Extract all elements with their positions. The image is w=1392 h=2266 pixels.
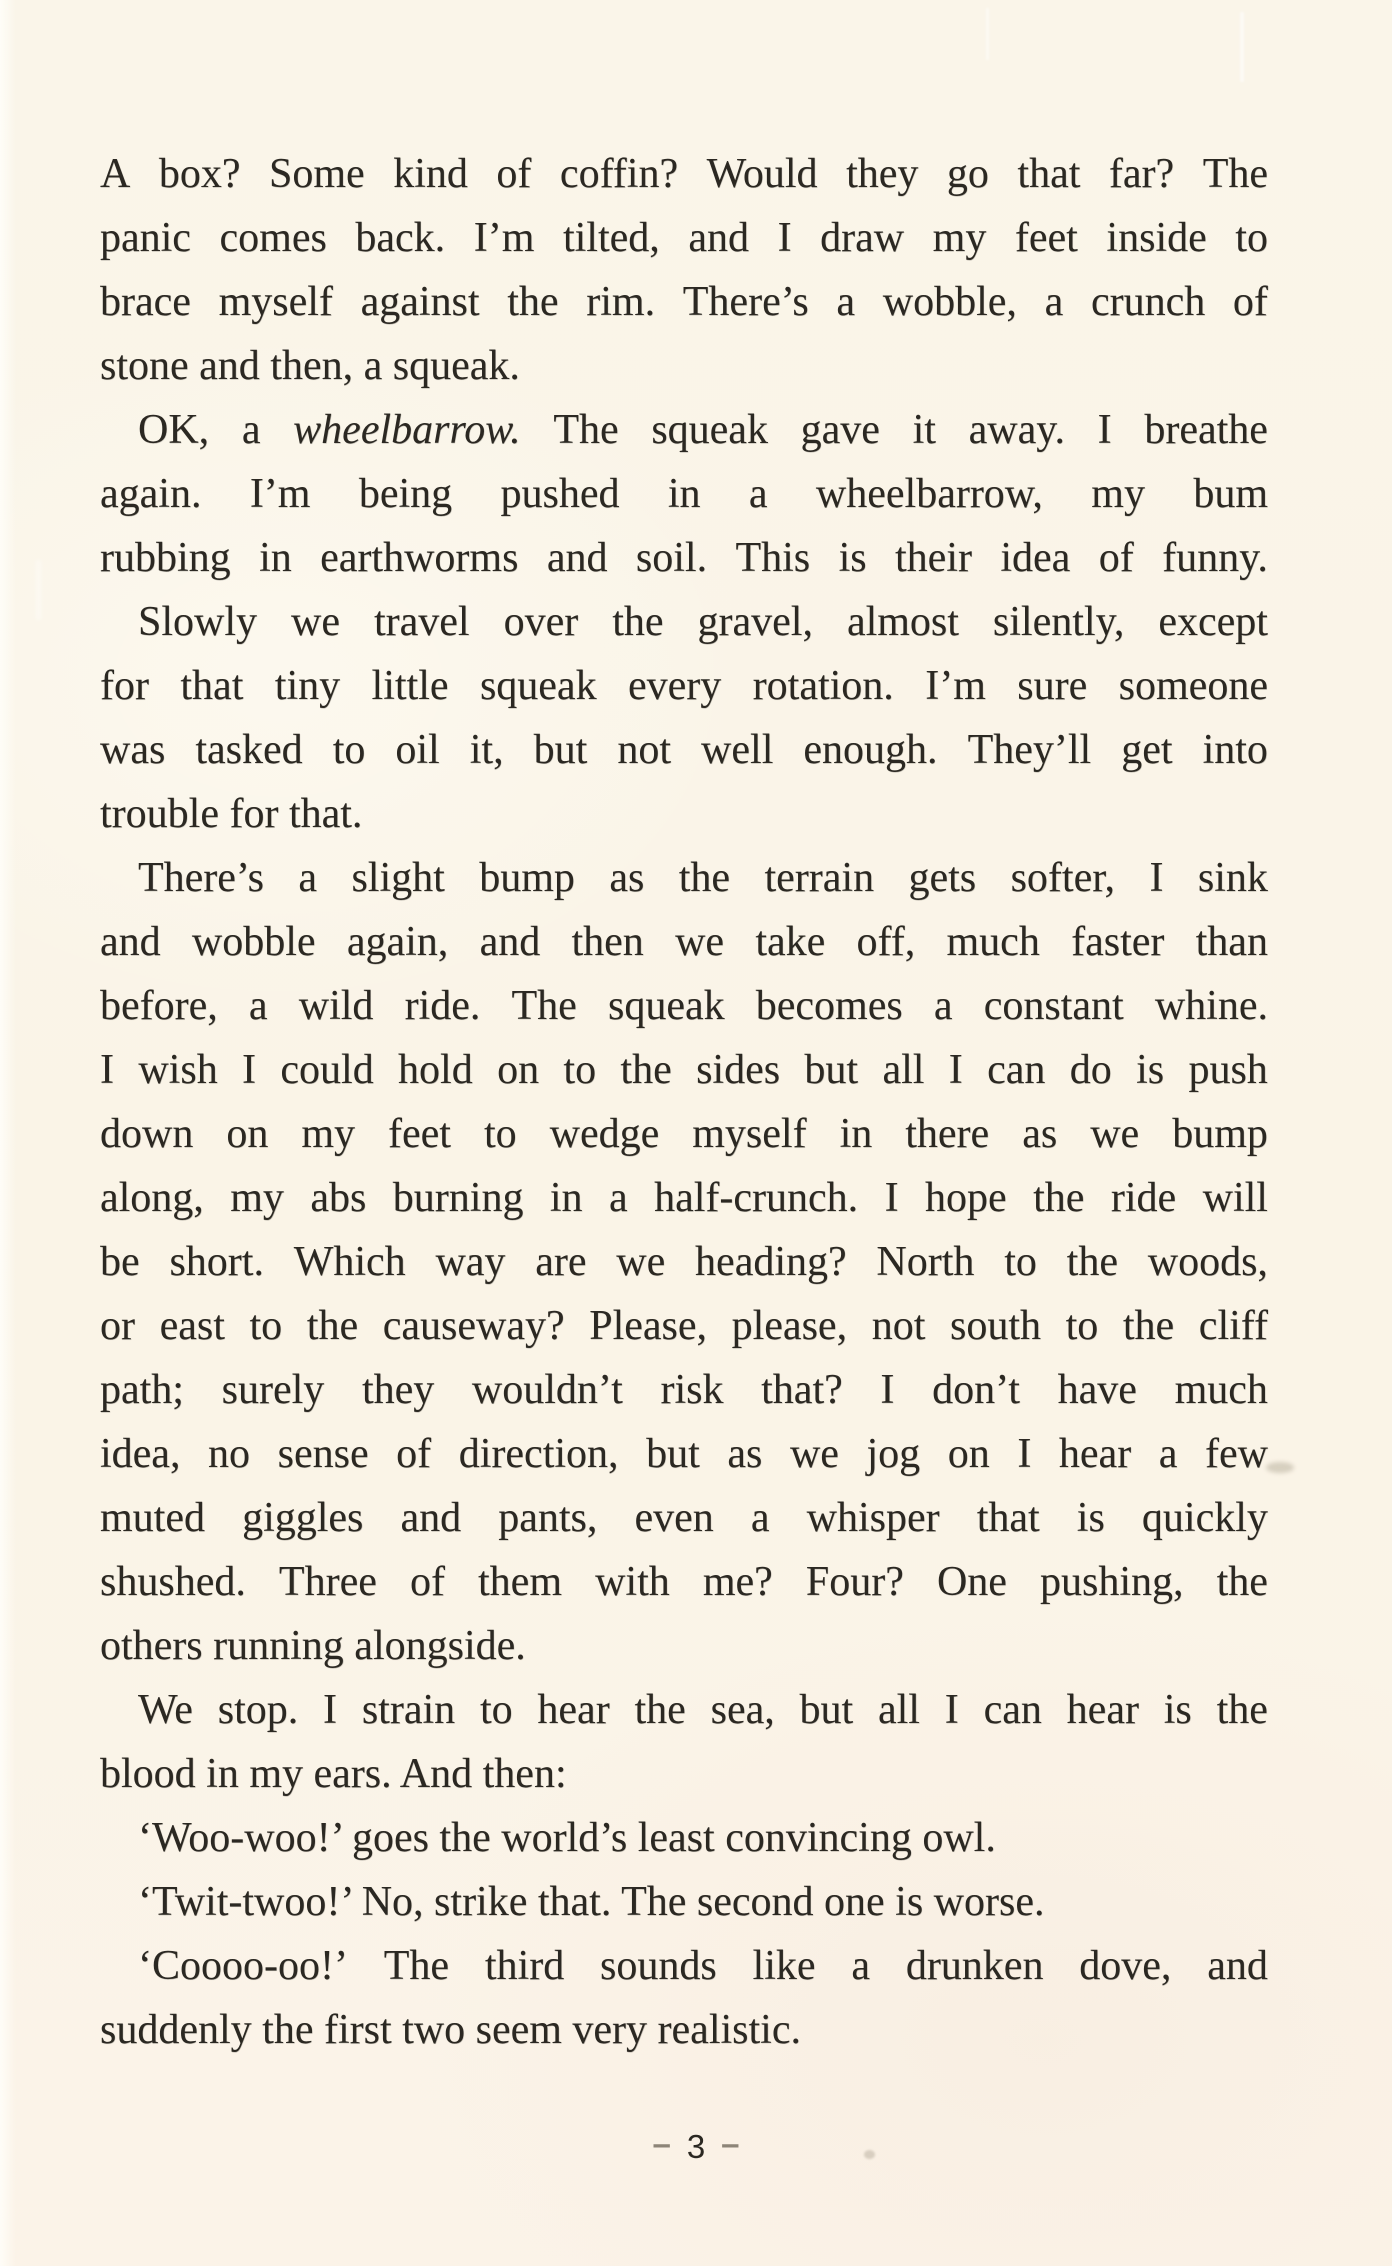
word: Would	[706, 151, 818, 197]
word: my	[230, 1175, 284, 1221]
word: soil.	[635, 535, 708, 581]
word: the	[306, 1303, 359, 1349]
word: breathe	[1144, 407, 1268, 453]
word: stop.	[217, 1687, 299, 1733]
word: on	[497, 1047, 540, 1093]
word: enough.	[803, 727, 938, 773]
word: oil	[395, 727, 440, 773]
word: the	[1216, 1687, 1268, 1733]
word: surely	[221, 1367, 325, 1413]
word: I’m	[925, 663, 986, 709]
word: can	[987, 1047, 1046, 1093]
word: a	[1044, 279, 1064, 325]
word: get	[1121, 727, 1173, 773]
word: wouldn’t	[471, 1367, 623, 1413]
word: have	[1057, 1367, 1137, 1413]
word: before,	[100, 983, 218, 1029]
word: down	[100, 1111, 194, 1157]
word: gave	[800, 407, 880, 453]
text-line	[100, 1486, 1268, 1550]
word: then	[571, 919, 644, 965]
word: risk	[660, 1367, 724, 1413]
word: I	[948, 1047, 963, 1093]
word: I	[323, 1687, 338, 1733]
word: the	[1122, 1303, 1175, 1349]
word: on	[947, 1431, 990, 1477]
word: the	[612, 599, 664, 645]
word: to	[1004, 1239, 1037, 1285]
word: earthworms	[320, 535, 519, 581]
text-line	[100, 1230, 1268, 1294]
word: tilted,	[562, 215, 660, 261]
word: as	[609, 855, 645, 901]
text-line	[100, 1358, 1268, 1422]
word: bump	[1172, 1111, 1268, 1157]
word: Slowly	[138, 599, 258, 645]
word: way	[435, 1239, 506, 1285]
scan-streak-artifact	[986, 8, 989, 60]
text-line	[100, 398, 1268, 462]
word: a	[609, 1175, 628, 1221]
word: a	[933, 983, 953, 1029]
word: in	[549, 1175, 583, 1221]
word: One	[936, 1559, 1007, 1605]
word: are	[535, 1239, 587, 1285]
word: kind	[393, 151, 468, 197]
word: jog	[866, 1431, 921, 1477]
word: ride.	[404, 983, 481, 1029]
word: shushed.	[100, 1559, 246, 1605]
word: There’s	[138, 855, 264, 901]
word: I	[1149, 855, 1164, 901]
text-line: others running alongside.	[100, 1623, 526, 1669]
word: is	[1163, 1687, 1192, 1733]
word: that	[1017, 151, 1081, 197]
word: I	[1017, 1431, 1032, 1477]
word: I	[242, 1047, 257, 1093]
word: dove,	[1079, 1943, 1172, 1989]
word: they	[846, 151, 919, 197]
word: being	[358, 471, 453, 517]
text-line	[100, 1422, 1268, 1486]
word: we	[789, 1431, 839, 1477]
word: tiny	[274, 663, 341, 709]
word: Some	[269, 151, 365, 197]
word: slight	[351, 855, 445, 901]
word: squeak	[607, 983, 725, 1029]
word: far?	[1108, 151, 1175, 197]
word: coffin?	[559, 151, 679, 197]
word: pants,	[498, 1495, 598, 1541]
word: The	[383, 1943, 450, 1989]
word: I’m	[249, 471, 311, 517]
text-line	[100, 526, 1268, 590]
word: on	[226, 1111, 269, 1157]
text-line	[100, 142, 1268, 206]
word: we	[1090, 1111, 1140, 1157]
word: a	[241, 407, 261, 453]
word: against	[360, 279, 480, 325]
text-line	[100, 1102, 1268, 1166]
word: as	[727, 1431, 763, 1477]
word: it	[912, 407, 936, 453]
word: could	[280, 1047, 374, 1093]
word: will	[1202, 1175, 1268, 1221]
word: we	[291, 599, 340, 645]
word: can	[983, 1687, 1042, 1733]
text-line	[100, 846, 1268, 910]
word: there	[905, 1111, 990, 1157]
word: panic	[100, 215, 191, 261]
word: much	[946, 919, 1040, 965]
word: and	[546, 535, 608, 581]
word: that	[976, 1495, 1040, 1541]
word: don’t	[932, 1367, 1020, 1413]
word: myself	[218, 279, 333, 325]
word: North	[876, 1239, 975, 1285]
word: Please,	[589, 1303, 708, 1349]
text-line: suddenly the first two seem very realistic.	[100, 2007, 801, 2053]
word: wobble,	[882, 279, 1017, 325]
word: whine.	[1154, 983, 1268, 1029]
word: east	[159, 1303, 225, 1349]
word: in	[839, 1111, 873, 1157]
word: crunch	[1090, 279, 1206, 325]
text-line	[100, 1550, 1268, 1614]
word: to	[249, 1303, 283, 1349]
word: path;	[100, 1367, 184, 1413]
word: bump	[479, 855, 575, 901]
word: I	[884, 1175, 899, 1221]
word: hear	[1066, 1687, 1139, 1733]
word: direction,	[458, 1431, 619, 1477]
word: in	[667, 471, 701, 517]
word: all	[882, 1047, 925, 1093]
word: wheelbarrow.	[293, 407, 521, 453]
text-line: ‘Woo-woo!’ goes the world’s least convincing owl.	[138, 1815, 996, 1861]
word: wedge	[549, 1111, 660, 1157]
word: brace	[100, 279, 191, 325]
word: a	[298, 855, 318, 901]
word: be	[100, 1239, 140, 1285]
word: was	[100, 727, 166, 773]
word: someone	[1118, 663, 1268, 709]
word: but	[533, 727, 588, 773]
word: they	[361, 1367, 435, 1413]
word: travel	[373, 599, 470, 645]
word: strain	[361, 1687, 456, 1733]
word: cliff	[1198, 1303, 1268, 1349]
word: feet	[1014, 215, 1078, 261]
word: is	[1076, 1495, 1105, 1541]
footer-dash-right: –	[721, 2125, 740, 2162]
text-line	[100, 1934, 1268, 1998]
word: burning	[392, 1175, 524, 1221]
text-line	[100, 270, 1268, 334]
word: but	[646, 1431, 700, 1477]
word: into	[1202, 727, 1268, 773]
scan-streak-artifact	[36, 560, 41, 620]
word: sides	[696, 1047, 781, 1093]
word: well	[701, 727, 774, 773]
word: a	[748, 471, 768, 517]
word: the	[634, 1687, 686, 1733]
word: go	[946, 151, 989, 197]
word: with	[595, 1559, 670, 1605]
word: box?	[158, 151, 241, 197]
word: is	[1136, 1047, 1165, 1093]
word: of	[396, 1431, 432, 1477]
word: We	[138, 1687, 193, 1733]
text-line	[100, 1678, 1268, 1742]
word: giggles	[242, 1495, 364, 1541]
word: except	[1158, 599, 1268, 645]
word: They’ll	[967, 727, 1092, 773]
word: in	[259, 535, 292, 581]
word: silently,	[992, 599, 1125, 645]
word: again,	[346, 919, 449, 965]
word: rotation.	[752, 663, 894, 709]
word: and	[400, 1495, 462, 1541]
word: constant	[983, 983, 1124, 1029]
word: whisper	[806, 1495, 940, 1541]
word: inside	[1106, 215, 1207, 261]
word: tasked	[195, 727, 303, 773]
word: over	[503, 599, 579, 645]
word: This	[735, 535, 811, 581]
word: but	[804, 1047, 859, 1093]
word: little	[371, 663, 449, 709]
text-line	[100, 910, 1268, 974]
text-line	[100, 974, 1268, 1038]
page-footer	[0, 2125, 1392, 2166]
word: few	[1205, 1431, 1268, 1477]
word: sink	[1197, 855, 1268, 901]
word: as	[1022, 1111, 1058, 1157]
word: pushing,	[1040, 1559, 1184, 1605]
word: muted	[100, 1495, 205, 1541]
word: than	[1195, 919, 1268, 965]
word: Four?	[805, 1559, 904, 1605]
word: it,	[469, 727, 504, 773]
word: rubbing	[100, 535, 231, 581]
word: idea	[1000, 535, 1071, 581]
word: wish	[138, 1047, 218, 1093]
word: a	[248, 983, 268, 1029]
word: The	[553, 407, 619, 453]
word: and	[1207, 1943, 1268, 1989]
text-line	[100, 590, 1268, 654]
word: that?	[761, 1367, 843, 1413]
word: becomes	[755, 983, 903, 1029]
word: off,	[856, 919, 916, 965]
text-line	[100, 718, 1268, 782]
scan-smudge-artifact	[1266, 1462, 1294, 1473]
word: much	[1174, 1367, 1268, 1413]
word: Three	[278, 1559, 377, 1605]
word: I	[100, 1047, 114, 1093]
text-line	[100, 462, 1268, 526]
word: funny.	[1162, 535, 1268, 581]
word: my	[1091, 471, 1145, 517]
word: hope	[925, 1175, 1007, 1221]
word: rim.	[586, 279, 656, 325]
word: to	[1235, 215, 1268, 261]
word: idea,	[100, 1431, 181, 1477]
word: again.	[100, 471, 202, 517]
word: no	[208, 1431, 251, 1477]
word: sense	[277, 1431, 369, 1477]
word: wheelbarrow,	[815, 471, 1043, 517]
word: is	[838, 535, 867, 581]
word: almost	[846, 599, 959, 645]
word: of	[496, 151, 532, 197]
word: the	[620, 1047, 672, 1093]
word: the	[678, 855, 731, 901]
word: every	[627, 663, 722, 709]
word: my	[932, 215, 987, 261]
word: Which	[293, 1239, 406, 1285]
word: all	[878, 1687, 920, 1733]
word: I’m	[473, 215, 535, 261]
word: along,	[100, 1175, 204, 1221]
word: the	[1033, 1175, 1085, 1221]
word: short.	[169, 1239, 264, 1285]
word: a	[836, 279, 856, 325]
text-line: trouble for that.	[100, 791, 363, 837]
word: squeak	[651, 407, 768, 453]
word: a	[750, 1495, 770, 1541]
text-line: stone and then, a squeak.	[100, 343, 520, 389]
word: take	[755, 919, 826, 965]
text-line	[100, 1038, 1268, 1102]
word: a	[851, 1943, 870, 1989]
word: sure	[1017, 663, 1088, 709]
word: please,	[731, 1303, 848, 1349]
word: even	[634, 1495, 714, 1541]
word: woods,	[1147, 1239, 1268, 1285]
word: of	[1232, 279, 1268, 325]
word: south	[949, 1303, 1041, 1349]
word: like	[752, 1943, 816, 1989]
word: The	[1202, 151, 1268, 197]
word: heading?	[695, 1239, 847, 1285]
page-number: 3	[686, 2128, 706, 2165]
word: to	[483, 1111, 517, 1157]
word: their	[894, 535, 972, 581]
word: third	[484, 1943, 565, 1989]
word: I	[944, 1687, 959, 1733]
word: me?	[702, 1559, 773, 1605]
word: my	[301, 1111, 356, 1157]
word: we	[616, 1239, 666, 1285]
word: not	[617, 727, 672, 773]
word: wobble	[191, 919, 316, 965]
word: and	[479, 919, 541, 965]
word: sounds	[600, 1943, 717, 1989]
word: bum	[1193, 471, 1268, 517]
word: gets	[908, 855, 977, 901]
word: faster	[1071, 919, 1165, 965]
scan-streak-artifact	[1240, 12, 1244, 82]
word: hear	[1058, 1431, 1132, 1477]
text-line	[100, 206, 1268, 270]
word: sea,	[710, 1687, 775, 1733]
word: The	[511, 983, 577, 1029]
word: ride	[1110, 1175, 1177, 1221]
word: away.	[968, 407, 1065, 453]
word: pushed	[500, 471, 620, 517]
word: to	[1065, 1303, 1099, 1349]
word: to	[479, 1687, 513, 1733]
word: A	[100, 151, 131, 197]
footer-dash-left: –	[652, 2125, 671, 2162]
word: that	[180, 663, 244, 709]
word: I	[1097, 407, 1112, 453]
text-line: blood in my ears. And then:	[100, 1751, 567, 1797]
word: myself	[692, 1111, 807, 1157]
word: comes	[219, 215, 327, 261]
word: for	[100, 663, 149, 709]
word: to	[332, 727, 366, 773]
word: of	[1098, 535, 1134, 581]
word: the	[507, 279, 559, 325]
text-line	[100, 1294, 1268, 1358]
word: feet	[388, 1111, 451, 1157]
word: abs	[310, 1175, 367, 1221]
word: hear	[537, 1687, 610, 1733]
word: half-crunch.	[654, 1175, 859, 1221]
word: and	[100, 919, 161, 965]
word: but	[799, 1687, 854, 1733]
text-line	[100, 1166, 1268, 1230]
word: the	[1066, 1239, 1118, 1285]
word: I	[880, 1367, 895, 1413]
word: push	[1188, 1047, 1268, 1093]
word: them	[478, 1559, 562, 1605]
text-line	[100, 654, 1268, 718]
word: I	[777, 215, 792, 261]
word: quickly	[1141, 1495, 1268, 1541]
word: back.	[355, 215, 446, 261]
word: drunken	[905, 1943, 1044, 1989]
word: draw	[820, 215, 905, 261]
word: squeak	[479, 663, 597, 709]
word: or	[100, 1303, 135, 1349]
word: a	[1158, 1431, 1178, 1477]
word: softer,	[1010, 855, 1116, 901]
word: hold	[398, 1047, 473, 1093]
word: do	[1069, 1047, 1112, 1093]
text-line: ‘Twit-twoo!’ No, strike that. The second one is worse.	[138, 1879, 1045, 1925]
page-text-block	[100, 142, 1268, 2062]
word: of	[409, 1559, 445, 1605]
word: causeway?	[382, 1303, 565, 1349]
word: we	[675, 919, 725, 965]
word: terrain	[764, 855, 875, 901]
word: gravel,	[697, 599, 813, 645]
word: OK,	[138, 407, 210, 453]
word: There’s	[682, 279, 809, 325]
word: ‘Coooo-oo!’	[138, 1943, 348, 1989]
word: wild	[298, 983, 374, 1029]
word: to	[563, 1047, 597, 1093]
word: not	[871, 1303, 926, 1349]
word: the	[1216, 1559, 1268, 1605]
word: and	[688, 215, 749, 261]
